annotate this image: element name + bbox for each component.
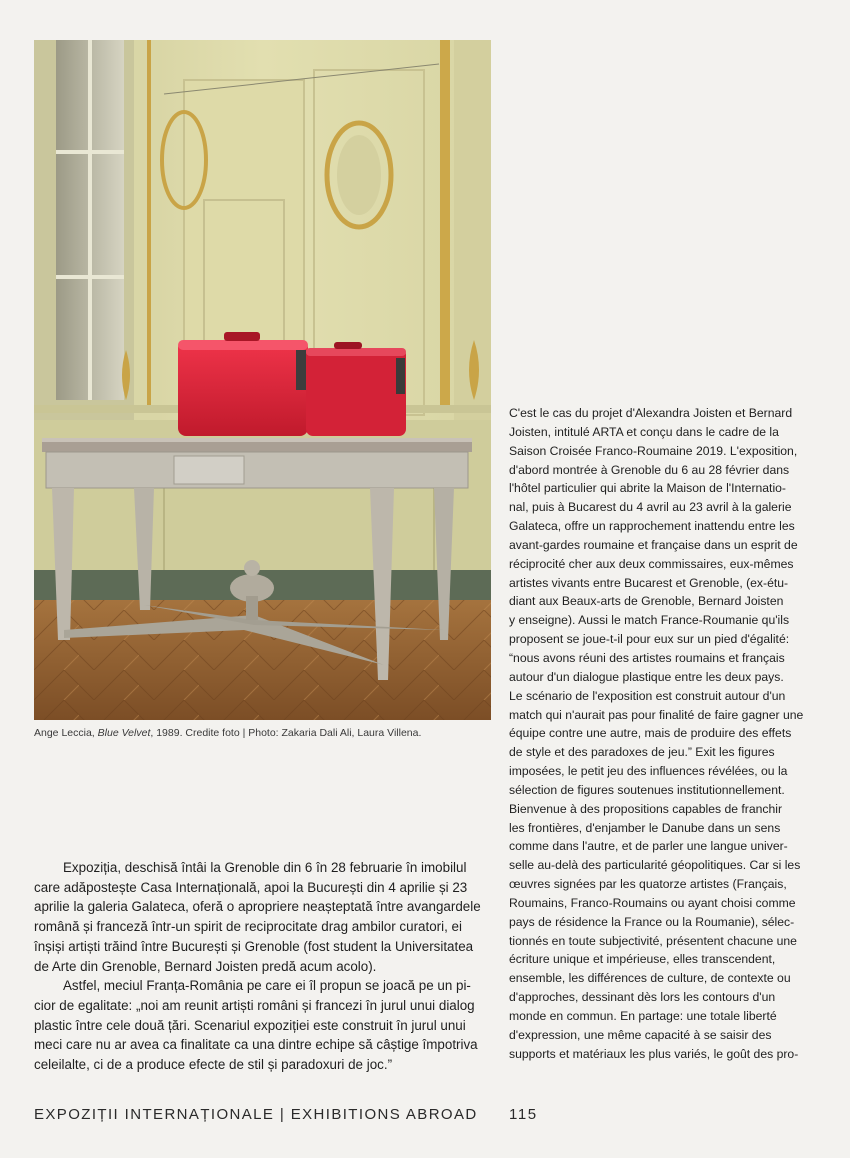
text-line: plastic între cele două țări. Scenariul expoziției este construit în jurul unui — [34, 1017, 466, 1033]
text-line: pays de résidence la France ou la Roumanie), sélec- — [509, 914, 795, 929]
text-line: artistes vivants entre Bucarest et Grenoble, (ex-étu- — [509, 575, 789, 590]
text-line: sélection de figures soutenues institutionnellement. — [509, 782, 785, 797]
text-line: meci care nu ar avea ca finalitate ca una dintre echipe să câștige împotriva — [34, 1037, 478, 1053]
romanian-paragraph-1 — [34, 858, 494, 976]
artwork-photo — [34, 40, 491, 720]
french-paragraph — [509, 404, 814, 1064]
text-line: œuvres signées par les quatorze artistes (Français, — [509, 877, 787, 892]
text-line: écriture unique et impérieuse, elles transcendent, — [509, 952, 776, 967]
text-line: d'abord montrée à Grenoble du 6 au 28 février dans — [509, 462, 790, 477]
section-footer: EXPOZIȚII INTERNAȚIONALE | EXHIBITIONS ABROAD — [34, 1106, 478, 1123]
text-line: supports et matériaux les plus variés, le goût des pro- — [509, 1046, 799, 1061]
text-line: de Arte din Grenoble, Bernard Joisten predă acum acolo). — [34, 958, 377, 974]
romanian-article-text — [34, 858, 494, 1075]
text-line: match qui n'aurait pas pour finalité de faire gagner une — [509, 707, 804, 722]
text-line: tionnés en toute subjectivité, présentent chacune une — [509, 933, 797, 948]
text-line: réciprocité cher aux deux commissaires, eux-mêmes — [509, 556, 794, 571]
text-line: Bienvenue à des propositions capables de franchir — [509, 801, 783, 816]
text-line: monde en commun. En partage: une totale liberté — [509, 1009, 777, 1023]
text-line: imposées, le petit jeu des influences révélées, ou la — [509, 764, 788, 779]
text-line: “nous avons réuni des artistes roumains et français — [509, 650, 785, 665]
text-line: de style et des paradoxes de jeu.” Exit les figures — [509, 745, 775, 760]
text-line: d'approches, dessinant dès lors les contours d'un — [509, 990, 776, 1005]
text-line: nal, puis à Bucarest du 4 avril au 23 avril à la galerie — [509, 500, 792, 515]
text-line: proposent se joue-t-il pour eux sur un pied d'égalité: — [509, 632, 790, 647]
text-line: selle au-delà des particularité géopolitiques. Car si les — [509, 858, 801, 873]
text-line: y enseigne). Aussi le match France-Roumanie qu'ils — [509, 613, 790, 628]
text-line: celeilalte, ci de a produce efecte de stil și paradoxuri de joc.” — [34, 1057, 393, 1073]
text-line: d'expression, une même capacité à se saisir des — [509, 1027, 772, 1042]
romanian-paragraph-2 — [34, 976, 494, 1075]
text-line: cior de egalitate: „noi am reunit artiști români și francezi în jurul unui dialog — [34, 997, 475, 1013]
french-article-text — [509, 404, 814, 1064]
text-line: autour d'un dialogue plastique entre les deux pays. — [509, 669, 784, 684]
text-line: care adăpostește Casa Internațională, apoi la București din 4 aprilie și 23 — [34, 879, 468, 895]
caption-title: Blue Velvet — [97, 727, 151, 739]
text-line: aprilie la galeria Galateca, oferă o apropriere neașteptată între avangardele — [34, 899, 481, 915]
text-line: comme dans l'autre, et de parler une langue univer- — [509, 839, 788, 854]
text-line: înșiși artiști trăind între București și Grenoble (fost student la Universitatea — [34, 938, 474, 954]
text-line: l'hôtel particulier qui abrite la Maison de l'Internatio- — [509, 481, 786, 496]
text-line: Roumains, Franco-Roumains ou ayant choisi comme — [509, 895, 796, 910]
text-line: română și franceză într-un spirit de reciprocitate drag ambilor curatori, ei — [34, 919, 462, 935]
text-line: avant-gardes roumaine et française dans un esprit de — [509, 537, 798, 552]
photo-caption — [34, 726, 504, 740]
text-line: ensemble, les différences de culture, de contexte ou — [509, 971, 791, 986]
text-line: les frontières, d'enjamber le Danube dans un sens — [509, 820, 781, 835]
caption-artist: Ange Leccia, — [34, 727, 98, 739]
text-line: diant aux Beaux-arts de Grenoble, Bernard Joisten — [509, 594, 784, 609]
text-line: Saison Croisée Franco-Roumaine 2019. L'exposition, — [509, 443, 798, 458]
page-number: 115 — [509, 1106, 538, 1123]
text-line: équipe contre une autre, mais de produire des effets — [509, 726, 792, 741]
text-line: Le scénario de l'exposition est construit autour d'un — [509, 688, 786, 703]
text-line: Joisten, intitulé ARTA et conçu dans le cadre de la — [509, 424, 779, 439]
text-line: C'est le cas du projet d'Alexandra Joisten et Bernard — [509, 406, 793, 420]
text-line: Astfel, meciul Franța-România pe care ei îl propun se joacă pe un pi- — [63, 978, 471, 994]
text-line: Galateca, offre un rapprochement inattendu entre les — [509, 519, 795, 534]
text-line: Expoziția, deschisă întâi la Grenoble din 6 în 28 februarie în imobilul — [63, 860, 467, 875]
caption-credits: , 1989. Credite foto | Photo: Zakaria Dali Ali, Laura Villena. — [150, 727, 422, 739]
